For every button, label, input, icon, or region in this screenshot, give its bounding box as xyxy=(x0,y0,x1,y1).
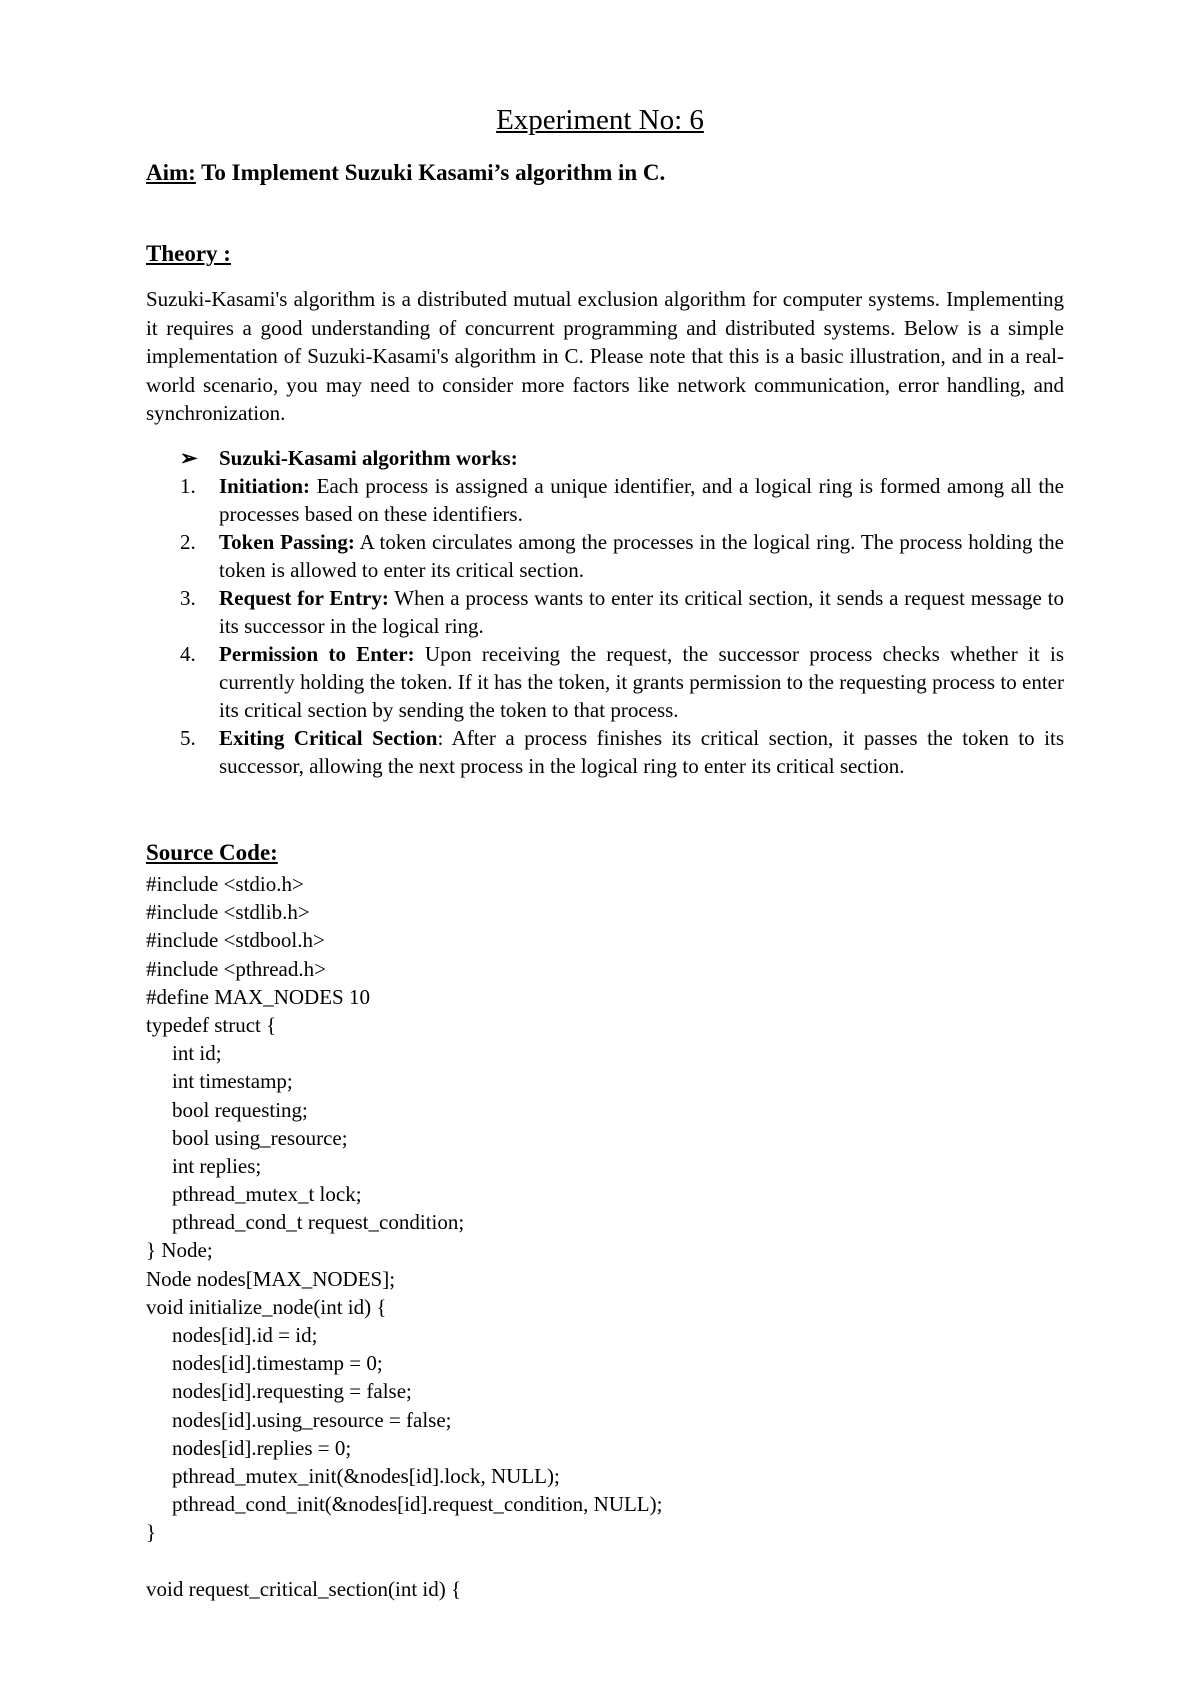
list-item xyxy=(146,724,1064,780)
theory-heading: Theory : xyxy=(146,241,231,266)
step-number: 4. xyxy=(180,642,196,666)
source-code-heading: Source Code: xyxy=(146,840,278,865)
aim-label: Aim: xyxy=(146,160,196,185)
step-term: Permission to Enter: xyxy=(219,642,415,666)
code-line: pthread_cond_init(&nodes[id].request_condition, NULL); xyxy=(172,1492,663,1517)
code-line: nodes[id].requesting = false; xyxy=(172,1379,412,1404)
code-line: } xyxy=(146,1520,157,1545)
code-line: void initialize_node(int id) { xyxy=(146,1294,387,1319)
step-text: Each process is assigned a unique identifier, and a logical ring is formed among all the processes based on these identifiers. xyxy=(219,474,1064,526)
code-line: Node nodes[MAX_NODES]; xyxy=(146,1266,396,1291)
step-text: : After a process finishes its critical section, it passes the token to its successor, allowing the next process in the logical ring to enter its critical section. xyxy=(219,726,1065,778)
code-line: bool using_resource; xyxy=(172,1125,348,1150)
step-text: When a process wants to enter its critical section, it sends a request message to its successor in the logical ring. xyxy=(219,586,1064,638)
code-line: nodes[id].id = id; xyxy=(172,1323,318,1347)
works-heading-text: Suzuki-Kasami algorithm works: xyxy=(219,446,518,470)
list-item xyxy=(146,584,1064,640)
arrow-bullet-icon: ➢ xyxy=(180,446,198,470)
list-item xyxy=(146,472,1064,528)
code-line: #include <stdbool.h> xyxy=(146,928,325,953)
list-item xyxy=(146,640,1064,724)
code-line: nodes[id].replies = 0; xyxy=(172,1435,352,1460)
code-line: nodes[id].timestamp = 0; xyxy=(172,1351,383,1376)
code-line: void request_critical_section(int id) { xyxy=(146,1576,462,1601)
list-item xyxy=(146,528,1064,584)
code-line: bool requesting; xyxy=(172,1097,308,1122)
theory-paragraph: Suzuki-Kasami's algorithm is a distributed mutual exclusion algorithm for computer systems. Implementing it requires a good understanding of concurrent programming and distributed systems. Below is a simple implementation of Suzuki-Kasami's algorithm in C. Please note that this is a basic illustration, and in a real-world scenario, you may need to consider more factors like network communication, error handling, and synchronization. xyxy=(146,287,1064,425)
code-line: pthread_mutex_t lock; xyxy=(172,1182,362,1207)
step-number: 2. xyxy=(180,530,196,554)
experiment-title: Experiment No: 6 xyxy=(496,104,704,136)
step-number: 1. xyxy=(180,474,196,498)
code-line: typedef struct { xyxy=(146,1012,277,1037)
code-line: int timestamp; xyxy=(172,1069,293,1094)
aim-line xyxy=(146,156,665,190)
code-line: } Node; xyxy=(146,1238,213,1263)
step-text: A token circulates among the processes in the logical ring. The process holding the token is allowed to enter its critical section. xyxy=(219,530,1064,582)
code-line: #include <stdlib.h> xyxy=(146,900,310,925)
code-line: #include <pthread.h> xyxy=(146,956,326,981)
code-blank-line xyxy=(146,1547,662,1575)
code-line: #include <stdio.h> xyxy=(146,872,304,896)
step-term: Initiation: xyxy=(219,474,311,498)
step-text: Upon receiving the request, the successor process checks whether it is currently holding the token. If it has the token, it grants permission to the requesting process to enter its critical section by sending the token to that process. xyxy=(219,642,1065,722)
code-line: pthread_cond_t request_condition; xyxy=(172,1210,465,1235)
step-term: Exiting Critical Section xyxy=(219,726,438,750)
algorithm-works-heading xyxy=(180,444,518,472)
code-line: pthread_mutex_init(&nodes[id].lock, NULL); xyxy=(172,1463,560,1488)
step-number: 3. xyxy=(180,586,196,610)
step-number: 5. xyxy=(180,726,196,750)
code-line: int replies; xyxy=(172,1153,262,1178)
source-code-block xyxy=(146,870,662,1603)
code-line: #define MAX_NODES 10 xyxy=(146,984,370,1009)
code-line: nodes[id].using_resource = false; xyxy=(172,1407,452,1432)
aim-text: To Implement Suzuki Kasami’s algorithm in C. xyxy=(201,160,666,185)
algorithm-steps-list xyxy=(146,472,1064,780)
code-line: int id; xyxy=(172,1041,222,1066)
step-term: Token Passing: xyxy=(219,530,355,554)
step-term: Request for Entry: xyxy=(219,586,389,610)
